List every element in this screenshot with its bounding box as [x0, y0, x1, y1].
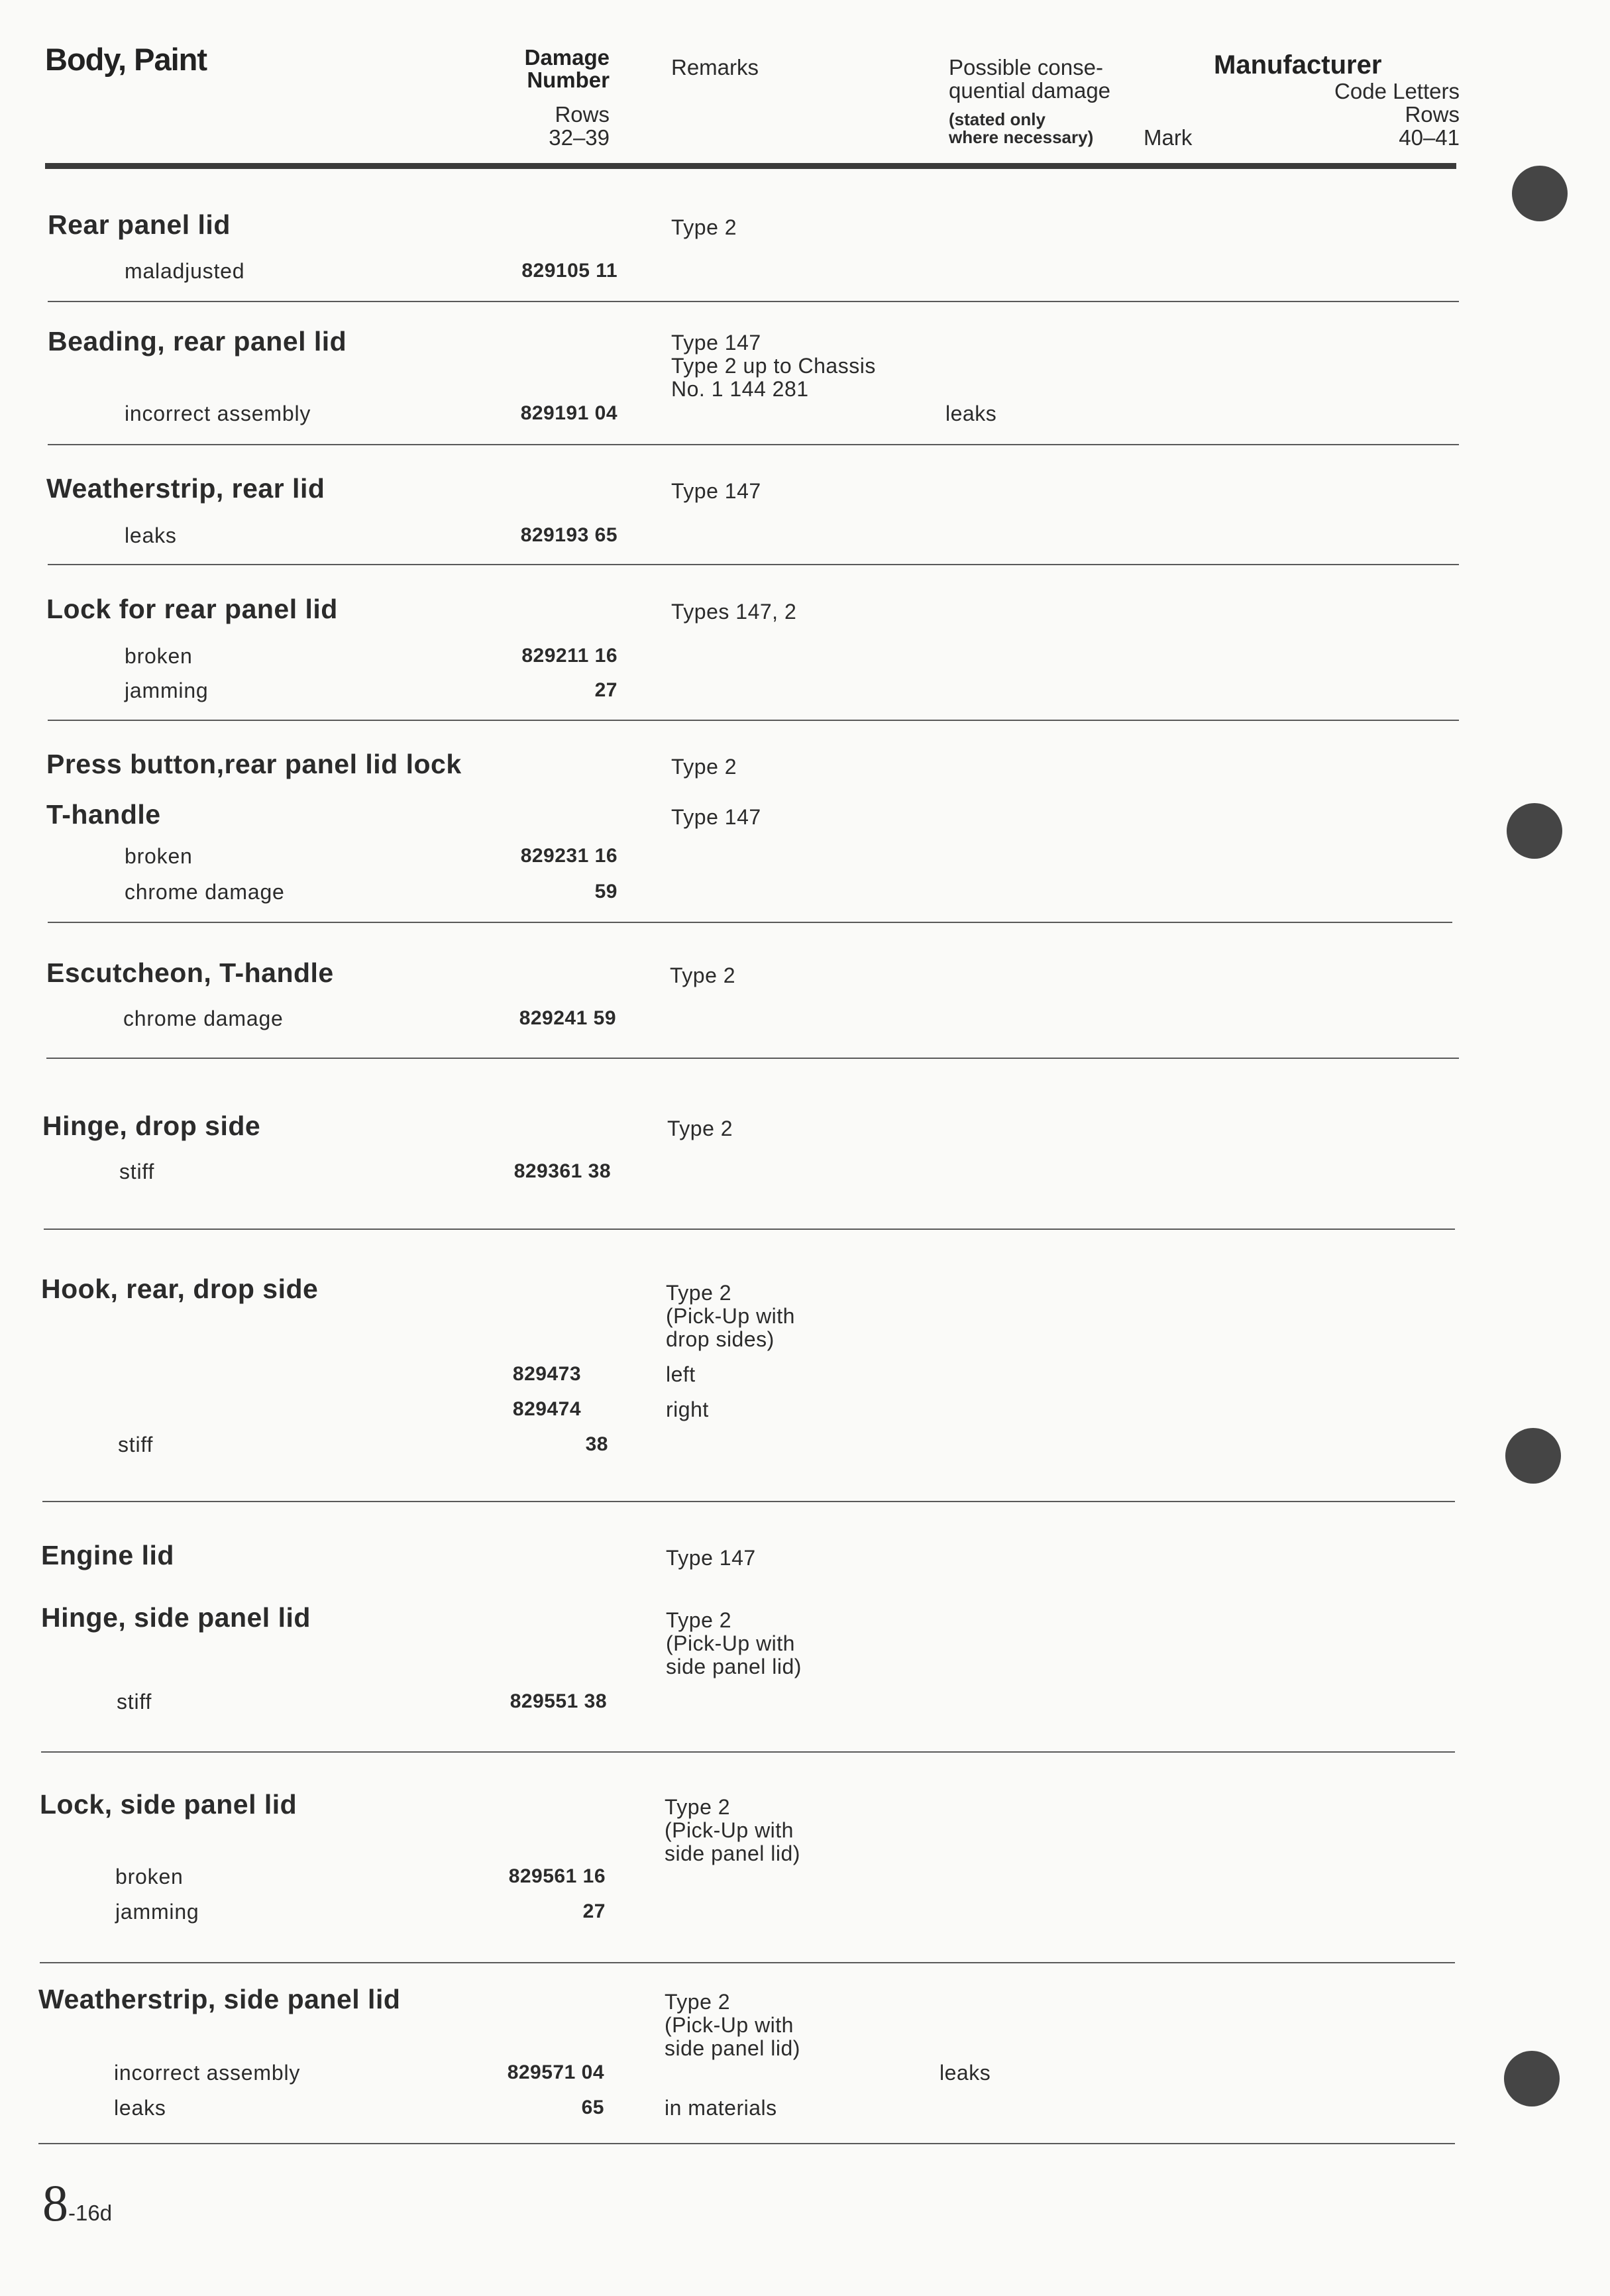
damage-label: incorrect assembly: [114, 2061, 301, 2085]
page-number: [42, 2173, 112, 2233]
consequential-damage: leaks: [945, 402, 997, 425]
damage-code: 829361 38: [513, 1160, 611, 1182]
damage-code: 65: [581, 2097, 604, 2118]
part-remarks: Type 2 (Pick-Up with side panel lid): [665, 1990, 800, 2060]
damage-code: 59: [594, 881, 617, 902]
damage-label: broken: [125, 644, 193, 668]
damage-label: chrome damage: [125, 880, 285, 904]
damage-label: chrome damage: [123, 1007, 284, 1030]
divider: [46, 1058, 1459, 1059]
divider: [44, 1229, 1455, 1230]
header-rule: [45, 163, 1456, 169]
divider: [41, 1751, 1455, 1753]
damage-label: jamming: [125, 679, 209, 702]
mark-heading: Mark: [1144, 125, 1193, 150]
part-remarks: Type 147: [666, 1546, 756, 1570]
damage-label: stiff: [117, 1690, 152, 1714]
manufacturer-heading: Manufacturer: [1214, 50, 1382, 80]
part-title: Hook, rear, drop side: [41, 1274, 319, 1304]
part-remarks: Type 147: [671, 479, 761, 503]
part-remarks: Type 2: [670, 963, 736, 987]
part-remarks: Type 2: [671, 755, 737, 779]
damage-label: incorrect assembly: [125, 402, 311, 425]
divider: [40, 1962, 1455, 1963]
damage-code: 27: [594, 679, 617, 701]
page-title: Body, Paint: [45, 42, 207, 77]
possible-damage-note-2: where necessary): [949, 127, 1094, 147]
part-remarks: Type 2 (Pick-Up with drop sides): [666, 1281, 795, 1351]
part-remarks: Type 147: [671, 805, 761, 829]
damage-code: 38: [585, 1433, 608, 1455]
rows-heading-2: Rows: [1405, 102, 1460, 127]
page-number-main: 8: [42, 2174, 68, 2232]
divider: [48, 301, 1459, 302]
code-remark: left: [666, 1362, 696, 1386]
part-title: Rear panel lid: [48, 209, 231, 240]
part-title: Lock for rear panel lid: [46, 594, 338, 624]
damage-label: stiff: [119, 1160, 155, 1183]
divider: [38, 2143, 1455, 2144]
damage-code: 829571 04: [507, 2061, 604, 2083]
part-remarks: Type 2 (Pick-Up with side panel lid): [666, 1608, 802, 1678]
part-title: Hinge, drop side: [42, 1111, 261, 1141]
damage-label: leaks: [114, 2096, 166, 2120]
damage-code: 27: [582, 1900, 606, 1922]
code-letters-heading: Code Letters: [1334, 79, 1460, 103]
damage-label: maladjusted: [125, 259, 245, 283]
part-remarks: Type 2: [667, 1117, 733, 1140]
damage-label: leaks: [125, 523, 177, 547]
damage-number-heading-1: Damage: [524, 45, 610, 70]
possible-damage-note-1: (stated only: [949, 109, 1046, 129]
part-remarks: Type 147 Type 2 up to Chassis No. 1 144 281: [671, 331, 876, 401]
punch-hole: [1507, 803, 1562, 859]
part-title: Hinge, side panel lid: [41, 1602, 311, 1633]
part-title: Escutcheon, T-handle: [46, 957, 334, 988]
damage-code: 829211 16: [521, 645, 617, 667]
damage-code: 829241 59: [519, 1007, 616, 1029]
rows-heading: Rows: [555, 102, 610, 127]
damage-label: broken: [125, 844, 193, 868]
divider: [48, 564, 1459, 565]
divider: [42, 1501, 1455, 1502]
consequential-damage: leaks: [939, 2061, 991, 2085]
rows-range: 32–39: [549, 125, 610, 150]
remarks-heading: Remarks: [671, 55, 759, 80]
part-title: Engine lid: [41, 1540, 174, 1570]
page-number-suffix: -16d: [68, 2201, 113, 2225]
damage-code: 829561 16: [508, 1865, 606, 1887]
damage-number-heading-2: Number: [527, 68, 610, 92]
punch-hole: [1512, 166, 1568, 221]
rows-range-2: 40–41: [1399, 125, 1460, 150]
damage-label: jamming: [115, 1900, 199, 1924]
damage-code: 829473: [512, 1363, 581, 1385]
divider: [48, 922, 1452, 923]
possible-damage-heading-2: quential damage: [949, 78, 1111, 103]
part-remarks: Type 2: [671, 215, 737, 239]
part-title: Weatherstrip, side panel lid: [38, 1984, 401, 2014]
part-title: T-handle: [46, 799, 161, 830]
damage-code: 829231 16: [520, 845, 617, 867]
code-remark: in materials: [665, 2096, 777, 2120]
divider: [48, 720, 1459, 721]
damage-code: 829474: [512, 1398, 581, 1420]
part-title: Beading, rear panel lid: [48, 326, 347, 356]
damage-code: 829193 65: [520, 524, 617, 546]
part-title: Press button,rear panel lid lock: [46, 749, 462, 779]
part-title: Lock, side panel lid: [40, 1789, 297, 1820]
part-title: Weatherstrip, rear lid: [46, 473, 325, 504]
damage-code: 829551 38: [510, 1690, 607, 1712]
divider: [48, 444, 1459, 445]
part-remarks: Types 147, 2: [671, 600, 797, 624]
code-remark: right: [666, 1397, 709, 1421]
punch-hole: [1504, 2051, 1560, 2106]
damage-code: 829191 04: [520, 402, 617, 424]
part-remarks: Type 2 (Pick-Up with side panel lid): [665, 1795, 800, 1865]
damage-code: 829105 11: [521, 260, 617, 282]
damage-label: stiff: [118, 1433, 154, 1456]
possible-damage-heading-1: Possible conse-: [949, 55, 1103, 80]
damage-label: broken: [115, 1865, 184, 1888]
punch-hole: [1505, 1428, 1561, 1484]
